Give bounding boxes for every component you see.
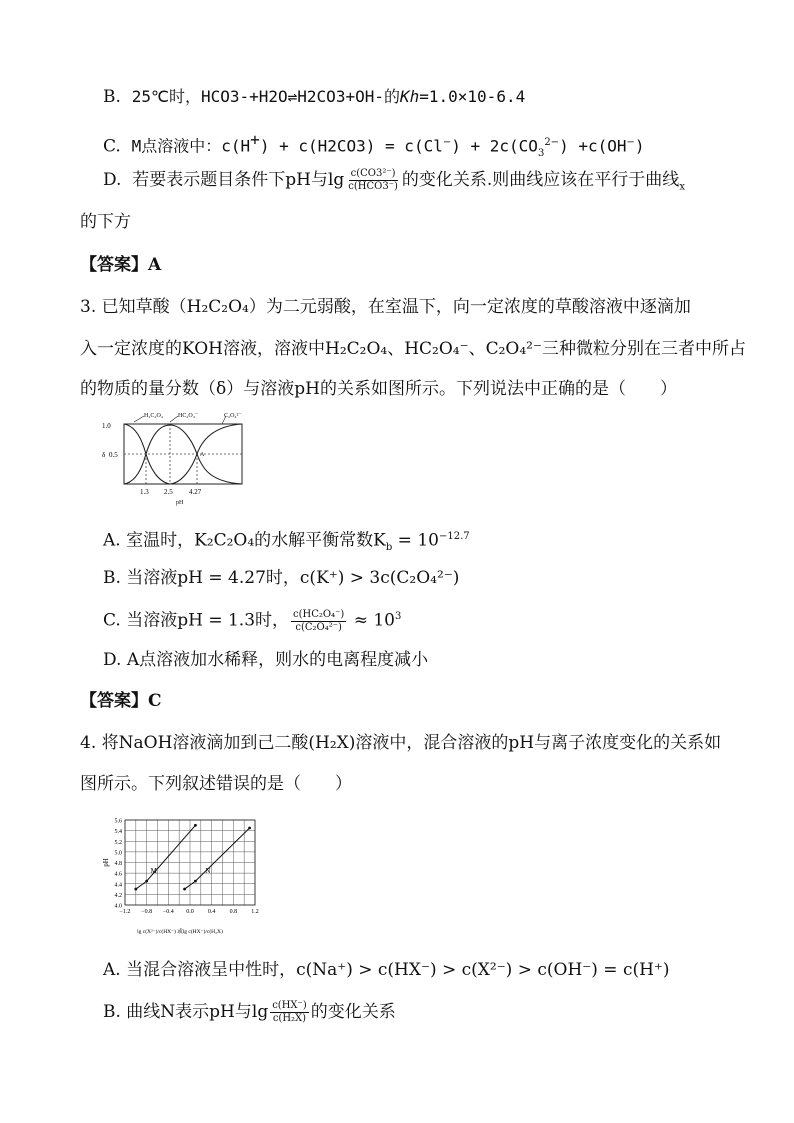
y-axis-label: δ [102,451,106,459]
xtick-2: 2.5 [164,488,173,496]
q2-answer: 【答案】A [80,255,162,275]
ytick-0-5: 0.5 [109,451,118,459]
y-tick-label: 5.6 [114,818,122,825]
x-tick-label: 0.4 [207,909,216,915]
species-label-3: C₂O₄²⁻ [224,413,242,419]
x-tick-label: −0.8 [141,909,153,915]
series-line-N [185,828,250,889]
x-tick-label: 1.2 [251,909,259,915]
xtick-1: 1.3 [140,488,149,496]
q3-option-b: B. 当溶液pH = 4.27时，c(K⁺) > 3c(C₂O₄²⁻) [103,568,460,588]
q3-stem-2: 入一定浓度的KOH溶液，溶液中H₂C₂O₄、HC₂O₄⁻、C₂O₄²⁻三种微粒分别在三者中所占 [80,339,746,359]
q4-ph-chart [100,812,270,944]
data-point [194,880,197,883]
y-tick-label: 5.2 [114,839,122,846]
q3-option-a: A. 室温时，K₂C₂O₄的水解平衡常数$K_b = 10^{-12.7}$ [103,530,470,554]
series-label: M [150,867,157,876]
data-point [134,888,137,891]
y-tick-label: 5.0 [114,850,122,857]
x-axis-label: pH [176,500,184,506]
q4-stem-2: 图所示。下列叙述错误的是（ ） [80,774,352,794]
point-a-label: A [200,452,205,458]
q2-option-d: D. 若要表示题目条件下pH与lg $\frac{\text{c(CO3²⁻)}}{\text{c(HCO3⁻)}}$ 的变化关系.则曲线应该在平行于曲线$_x$ [103,168,685,193]
q2-option-c: C. M点溶液中：$c(H^+) + c(H2CO3) = c(Cl^-) + 2c(CO_3^{2-}) +c(OH^-)$ [103,130,645,160]
x-axis-label: lg c(X²⁻)/c(HX⁻) 或lg c(HX⁻)/c(H₂X) [137,929,223,935]
y-axis-label: pH [102,858,110,867]
q3-option-c: C. 当溶液pH = 1.3时， $\frac{\text{c(HC₂O₄⁻)}}{\text{c(C₂O₄²⁻)}}$ ≈ $10^3$ [103,608,402,633]
q3-stem-3: 的物质的量分数（δ）与溶液pH的关系如图所示。下列说法中正确的是（ ） [80,379,677,399]
data-point [183,888,186,891]
xtick-3: 4.27 [189,488,202,496]
fraction: $\frac{c(HX^-)}{\text{c(H₂X)}}$ [272,1000,307,1024]
data-point [145,880,148,883]
series-label: N [205,867,211,876]
q3-stem-1: 3. 已知草酸（H₂C₂O₄）为二元弱酸，在室温下，向一定浓度的草酸溶液中逐滴加 [80,297,691,317]
q3-distribution-figure [100,410,252,510]
q4-option-a: A. 当混合溶液呈中性时，c(Na⁺) > c(HX⁻) > c(X²⁻) > c(OH⁻) = c(H⁺) [103,960,670,980]
q4-stem-1: 4. 将NaOH溶液滴加到己二酸(H₂X)溶液中，混合溶液的pH与离子浓度变化的关系如 [80,733,722,753]
y-tick-label: 4.8 [114,861,122,867]
ytick-1: 1.0 [102,422,111,430]
x-tick-label: 0.0 [186,909,194,915]
y-tick-label: 4.2 [114,892,122,899]
curve-hc2o4 [124,425,242,484]
fraction: $\frac{\text{c(CO3²⁻)}}{\text{c(HCO3⁻)}}$ [348,168,398,192]
x-tick-label: −0.4 [162,909,174,915]
y-tick-label: 4.0 [114,903,122,910]
data-point [194,824,197,827]
leader-1 [134,416,144,422]
q2-option-d-cont: 的下方 [80,212,131,232]
species-label-2: HC₂O₄⁻ [178,413,199,419]
q3-answer: 【答案】C [80,691,162,711]
q2-option-b: B. 25℃时，HCO3-+H2O⇌H2CO3+OH-的Kh=1.0×10-6.4 [103,87,526,107]
y-tick-label: 4.4 [114,882,122,889]
y-tick-label: 5.4 [114,829,122,836]
q4-option-b: B. 曲线N表示pH与lg $\frac{c(HX^-)}{\text{c(H₂X)}}$ 的变化关系 [103,1000,396,1024]
q3-option-d: D. A点溶液加水稀释，则水的电离程度减小 [103,650,429,670]
x-tick-label: 0.8 [229,909,238,915]
data-point [248,827,251,830]
leader-2 [170,416,178,422]
species-label-1: H₂C₂O₄ [144,413,163,419]
x-tick-label: −1.2 [119,909,131,915]
y-tick-label: 4.6 [114,871,122,878]
fraction: $\frac{\text{c(HC₂O₄⁻)}}{\text{c(C₂O₄²⁻)}}$ [293,608,345,633]
series-line-M [136,825,196,889]
